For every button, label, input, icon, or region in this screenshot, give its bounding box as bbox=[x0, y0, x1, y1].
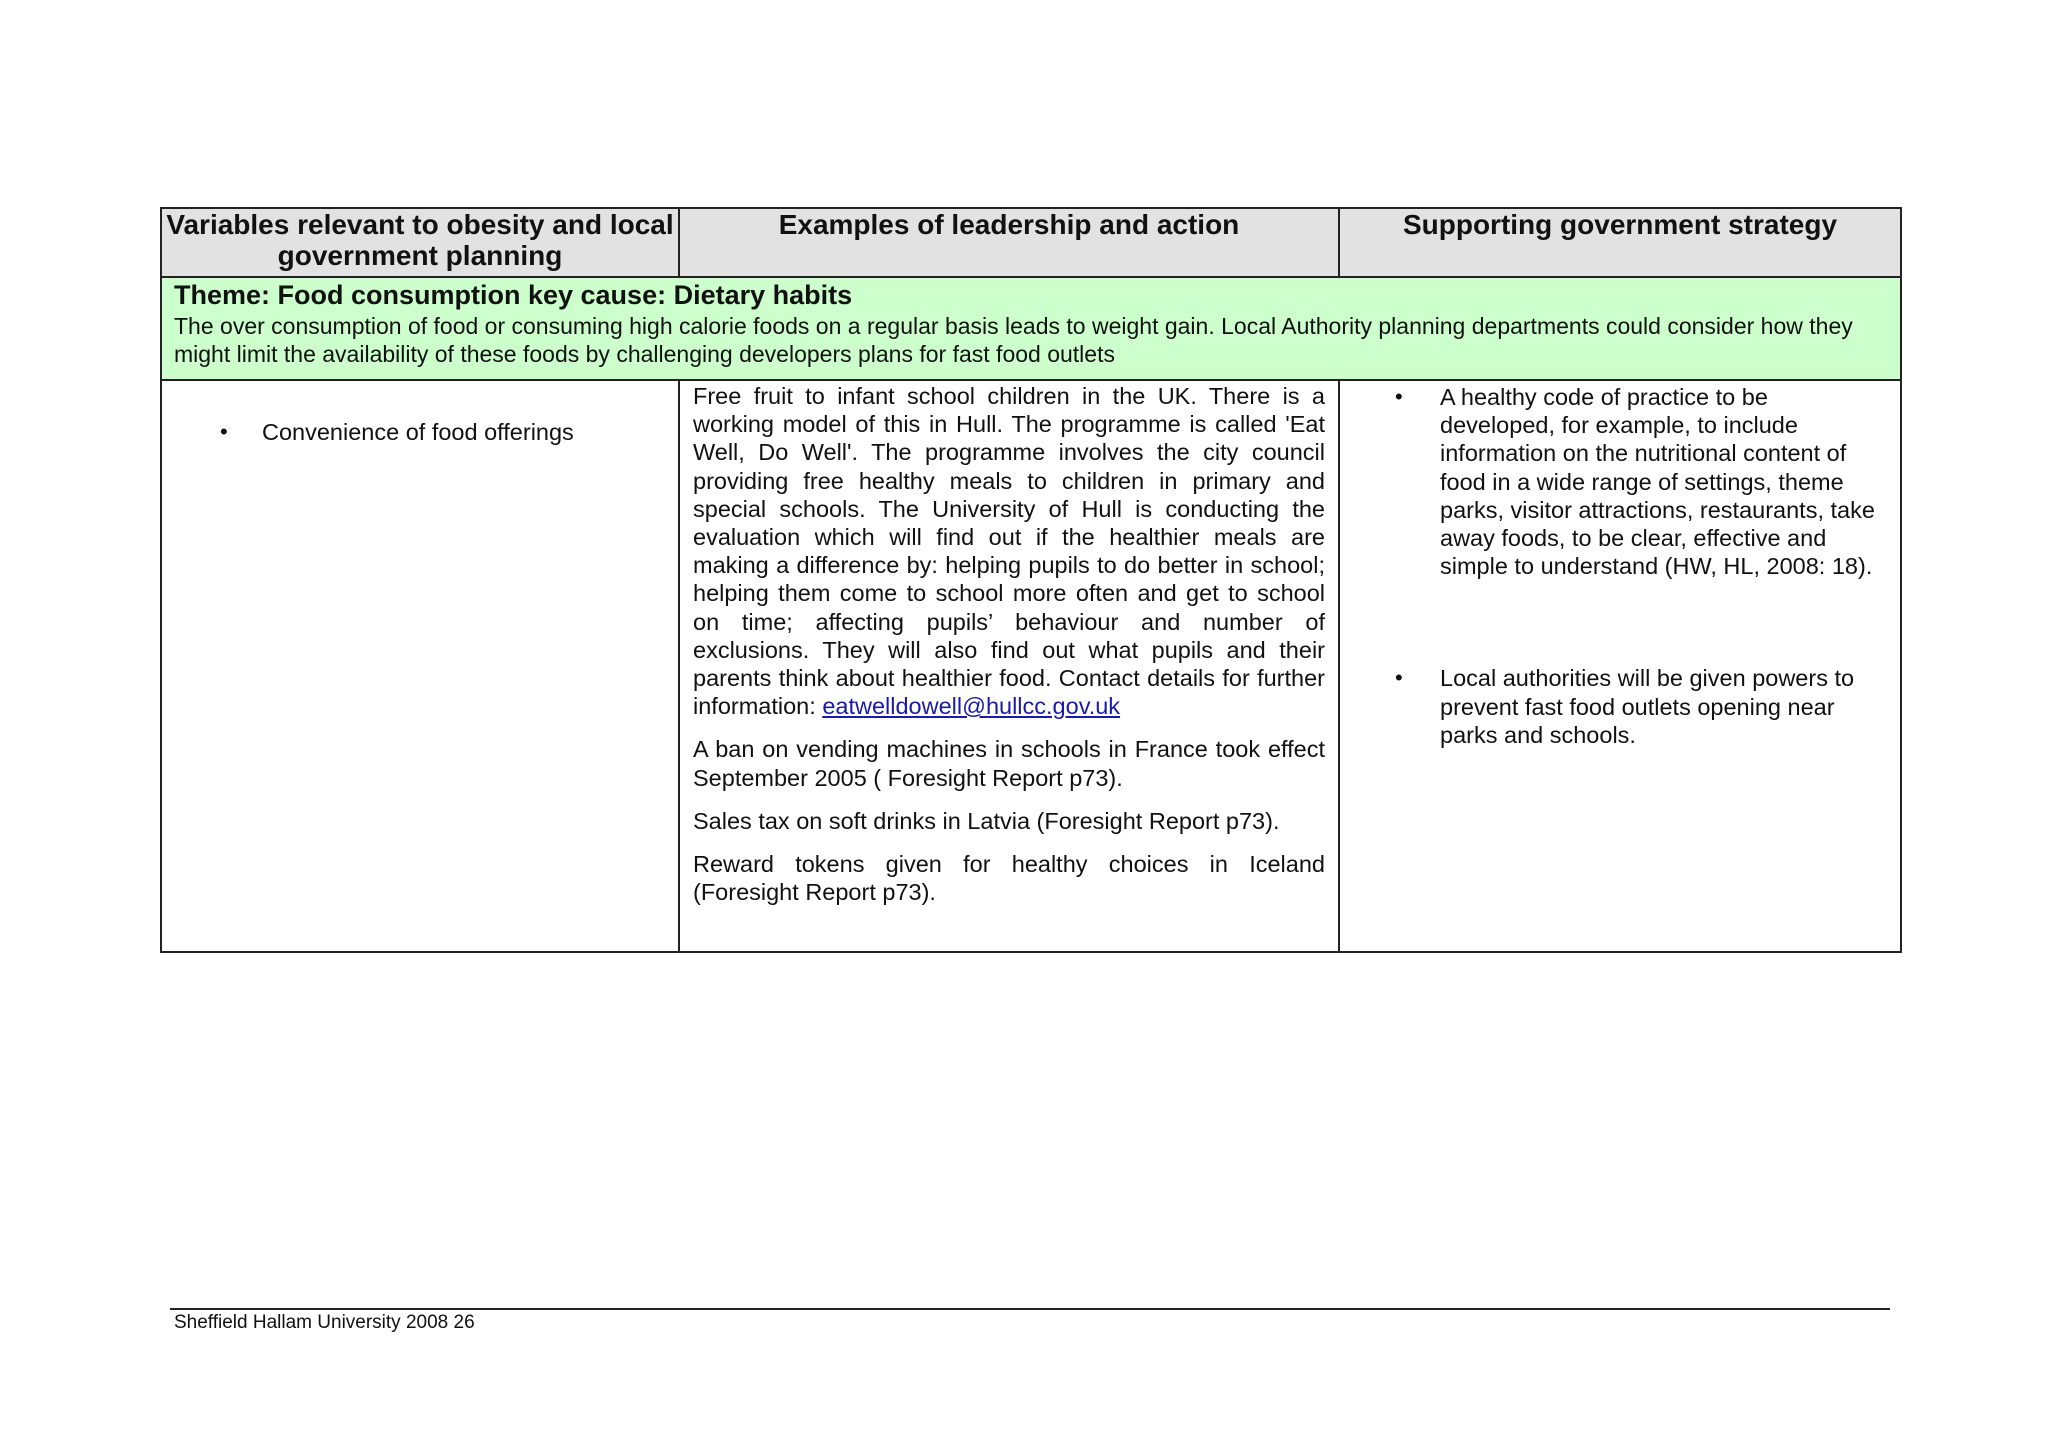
example-paragraph-2: A ban on vending machines in schools in France took effect September 2005 ( Foresight Report p73). bbox=[693, 736, 1325, 791]
example-paragraph-1 bbox=[693, 382, 1325, 720]
strategy-text-2: Local authorities will be given powers to prevent fast food outlets opening near parks and schools. bbox=[1440, 665, 1855, 748]
list-item bbox=[1340, 383, 1900, 580]
theme-title: Theme: Food consumption key cause: Dietary habits bbox=[174, 280, 853, 310]
strategy-table bbox=[160, 207, 1902, 953]
examples-cell bbox=[679, 380, 1339, 952]
list-item bbox=[1340, 664, 1900, 749]
header-variables: Variables relevant to obesity and local government planning bbox=[161, 208, 679, 277]
table-row bbox=[161, 380, 1901, 952]
contact-email-link[interactable]: eatwelldowell@hullcc.gov.uk bbox=[822, 693, 1121, 720]
theme-row bbox=[161, 277, 1901, 380]
example-text-1: Free fruit to infant school children in the UK. There is a working model of this in Hull. The programme is called 'Eat Well, Do Well'. The programme involves the city council providing free healthy meals to children in primary and special schools. The University of Hull is conducting the evaluation which will find out if the healthier meals are making a difference by: helping pupils to do better in school; helping them come to school more often and get to school on time; affecting pupils’ behaviour and number of exclusions. They will also find out what pupils and their parents think about healthier food. Contact details for further information: bbox=[693, 383, 1325, 720]
variables-cell bbox=[161, 380, 679, 952]
variable-text: Convenience of food offerings bbox=[262, 419, 574, 445]
list-item bbox=[162, 418, 678, 446]
header-strategy: Supporting government strategy bbox=[1339, 208, 1901, 277]
table-header-row bbox=[161, 208, 1901, 277]
footer-divider bbox=[170, 1308, 1890, 1310]
theme-cell bbox=[161, 277, 1901, 380]
strategy-text-1: A healthy code of practice to be developed, for example, to include information on the nutritional content of food in a wide range of settings, theme parks, visitor attractions, restaurants, take away foods, to be clear, effective and simple to understand (HW, HL, 2008: 18). bbox=[1440, 384, 1875, 580]
bullet-icon: • bbox=[1395, 384, 1403, 409]
variables-list bbox=[162, 418, 678, 446]
example-paragraph-4: Reward tokens given for healthy choices in Iceland (Foresight Report p73). bbox=[693, 851, 1325, 906]
example-paragraph-3: Sales tax on soft drinks in Latvia (Foresight Report p73). bbox=[693, 807, 1280, 834]
theme-description: The over consumption of food or consuming high calorie foods on a regular basis leads to weight gain. Local Authority planning departments could consider how they might limit the availability of these foods by challenging developers plans for fast food outlets bbox=[174, 313, 1853, 367]
strategy-cell bbox=[1339, 380, 1901, 952]
header-examples: Examples of leadership and action bbox=[679, 208, 1339, 277]
page-footer: Sheffield Hallam University 2008 26 bbox=[174, 1312, 475, 1333]
strategy-list bbox=[1340, 383, 1900, 749]
bullet-icon: • bbox=[1395, 665, 1403, 691]
bullet-icon: • bbox=[220, 419, 228, 444]
